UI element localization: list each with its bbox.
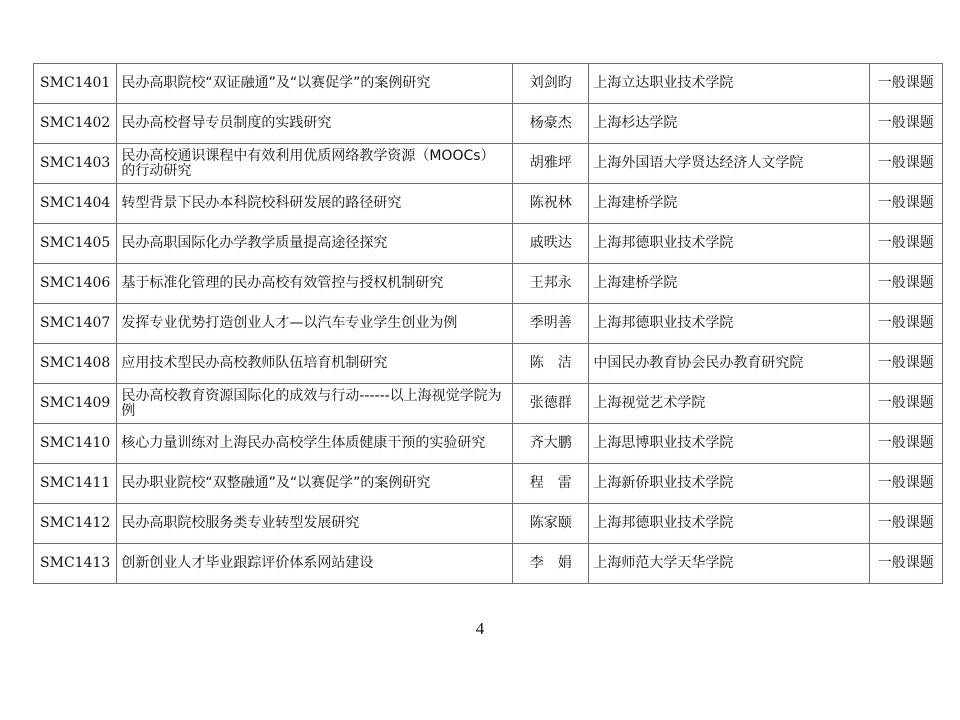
project-type-cell: 一般课题 — [869, 144, 942, 184]
project-title-cell: 转型背景下民办本科院校科研发展的路径研究 — [117, 184, 513, 224]
project-code-cell: SMC1413 — [34, 544, 117, 584]
project-code-cell: SMC1408 — [34, 344, 117, 384]
project-leader-cell: 程 雷 — [513, 464, 589, 504]
project-type-cell: 一般课题 — [869, 424, 942, 464]
institution-cell: 上海立达职业技术学院 — [589, 64, 869, 104]
project-leader-cell: 杨豪杰 — [513, 104, 589, 144]
table-row — [34, 144, 943, 184]
project-leader-cell: 陈 洁 — [513, 344, 589, 384]
project-leader-cell: 刘剑昀 — [513, 64, 589, 104]
project-type-cell: 一般课题 — [869, 464, 942, 504]
project-table — [33, 63, 943, 584]
table-row — [34, 544, 943, 584]
project-code-cell: SMC1409 — [34, 384, 117, 424]
project-type-cell: 一般课题 — [869, 344, 942, 384]
project-code-cell: SMC1405 — [34, 224, 117, 264]
project-code-cell: SMC1410 — [34, 424, 117, 464]
institution-cell: 上海思博职业技术学院 — [589, 424, 869, 464]
table-row — [34, 104, 943, 144]
institution-cell: 中国民办教育协会民办教育研究院 — [589, 344, 869, 384]
table-row — [34, 504, 943, 544]
institution-cell: 上海建桥学院 — [589, 264, 869, 304]
institution-cell: 上海外国语大学贤达经济人文学院 — [589, 144, 869, 184]
institution-cell: 上海杉达学院 — [589, 104, 869, 144]
institution-cell: 上海邦德职业技术学院 — [589, 304, 869, 344]
project-title-cell: 核心力量训练对上海民办高校学生体质健康干预的实验研究 — [117, 424, 513, 464]
project-code-cell: SMC1411 — [34, 464, 117, 504]
table-row — [34, 184, 943, 224]
project-code-cell: SMC1404 — [34, 184, 117, 224]
project-type-cell: 一般课题 — [869, 504, 942, 544]
project-title-cell: 应用技术型民办高校教师队伍培育机制研究 — [117, 344, 513, 384]
project-code-cell: SMC1412 — [34, 504, 117, 544]
table-row — [34, 424, 943, 464]
project-type-cell: 一般课题 — [869, 64, 942, 104]
project-leader-cell: 张德群 — [513, 384, 589, 424]
project-code-cell: SMC1401 — [34, 64, 117, 104]
project-leader-cell: 陈家颐 — [513, 504, 589, 544]
project-code-cell: SMC1403 — [34, 144, 117, 184]
table-row — [34, 64, 943, 104]
project-title-cell: 民办职业院校“双整融通”及“以赛促学”的案例研究 — [117, 464, 513, 504]
project-code-cell: SMC1406 — [34, 264, 117, 304]
project-leader-cell: 胡雅坪 — [513, 144, 589, 184]
table-row — [34, 224, 943, 264]
project-leader-cell: 陈祝林 — [513, 184, 589, 224]
project-type-cell: 一般课题 — [869, 304, 942, 344]
project-title-cell: 民办高校通识课程中有效利用优质网络教学资源（MOOCs）的行动研究 — [117, 144, 513, 184]
project-title-cell: 民办高职院校服务类专业转型发展研究 — [117, 504, 513, 544]
table-row — [34, 384, 943, 424]
project-title-cell: 民办高校教育资源国际化的成效与行动------以上海视觉学院为例 — [117, 384, 513, 424]
project-type-cell: 一般课题 — [869, 104, 942, 144]
project-title-cell: 发挥专业优势打造创业人才—以汽车专业学生创业为例 — [117, 304, 513, 344]
project-title-cell: 创新创业人才毕业跟踪评价体系网站建设 — [117, 544, 513, 584]
institution-cell: 上海邦德职业技术学院 — [589, 504, 869, 544]
project-title-cell: 民办高校督导专员制度的实践研究 — [117, 104, 513, 144]
project-leader-cell: 季明善 — [513, 304, 589, 344]
institution-cell: 上海师范大学天华学院 — [589, 544, 869, 584]
project-type-cell: 一般课题 — [869, 384, 942, 424]
project-title-cell: 民办高职院校“双证融通”及“以赛促学”的案例研究 — [117, 64, 513, 104]
project-type-cell: 一般课题 — [869, 224, 942, 264]
institution-cell: 上海建桥学院 — [589, 184, 869, 224]
project-table-body — [34, 64, 943, 584]
table-row — [34, 304, 943, 344]
project-type-cell: 一般课题 — [869, 544, 942, 584]
project-leader-cell: 王邦永 — [513, 264, 589, 304]
project-type-cell: 一般课题 — [869, 264, 942, 304]
institution-cell: 上海邦德职业技术学院 — [589, 224, 869, 264]
project-title-cell: 民办高职国际化办学教学质量提高途径探究 — [117, 224, 513, 264]
project-code-cell: SMC1407 — [34, 304, 117, 344]
table-row — [34, 264, 943, 304]
project-title-cell: 基于标准化管理的民办高校有效管控与授权机制研究 — [117, 264, 513, 304]
page-number: 4 — [475, 619, 485, 638]
project-leader-cell: 戚昳达 — [513, 224, 589, 264]
table-row — [34, 344, 943, 384]
project-code-cell: SMC1402 — [34, 104, 117, 144]
table-row — [34, 464, 943, 504]
project-type-cell: 一般课题 — [869, 184, 942, 224]
project-leader-cell: 齐大鹏 — [513, 424, 589, 464]
institution-cell: 上海新侨职业技术学院 — [589, 464, 869, 504]
project-leader-cell: 李 娟 — [513, 544, 589, 584]
institution-cell: 上海视觉艺术学院 — [589, 384, 869, 424]
